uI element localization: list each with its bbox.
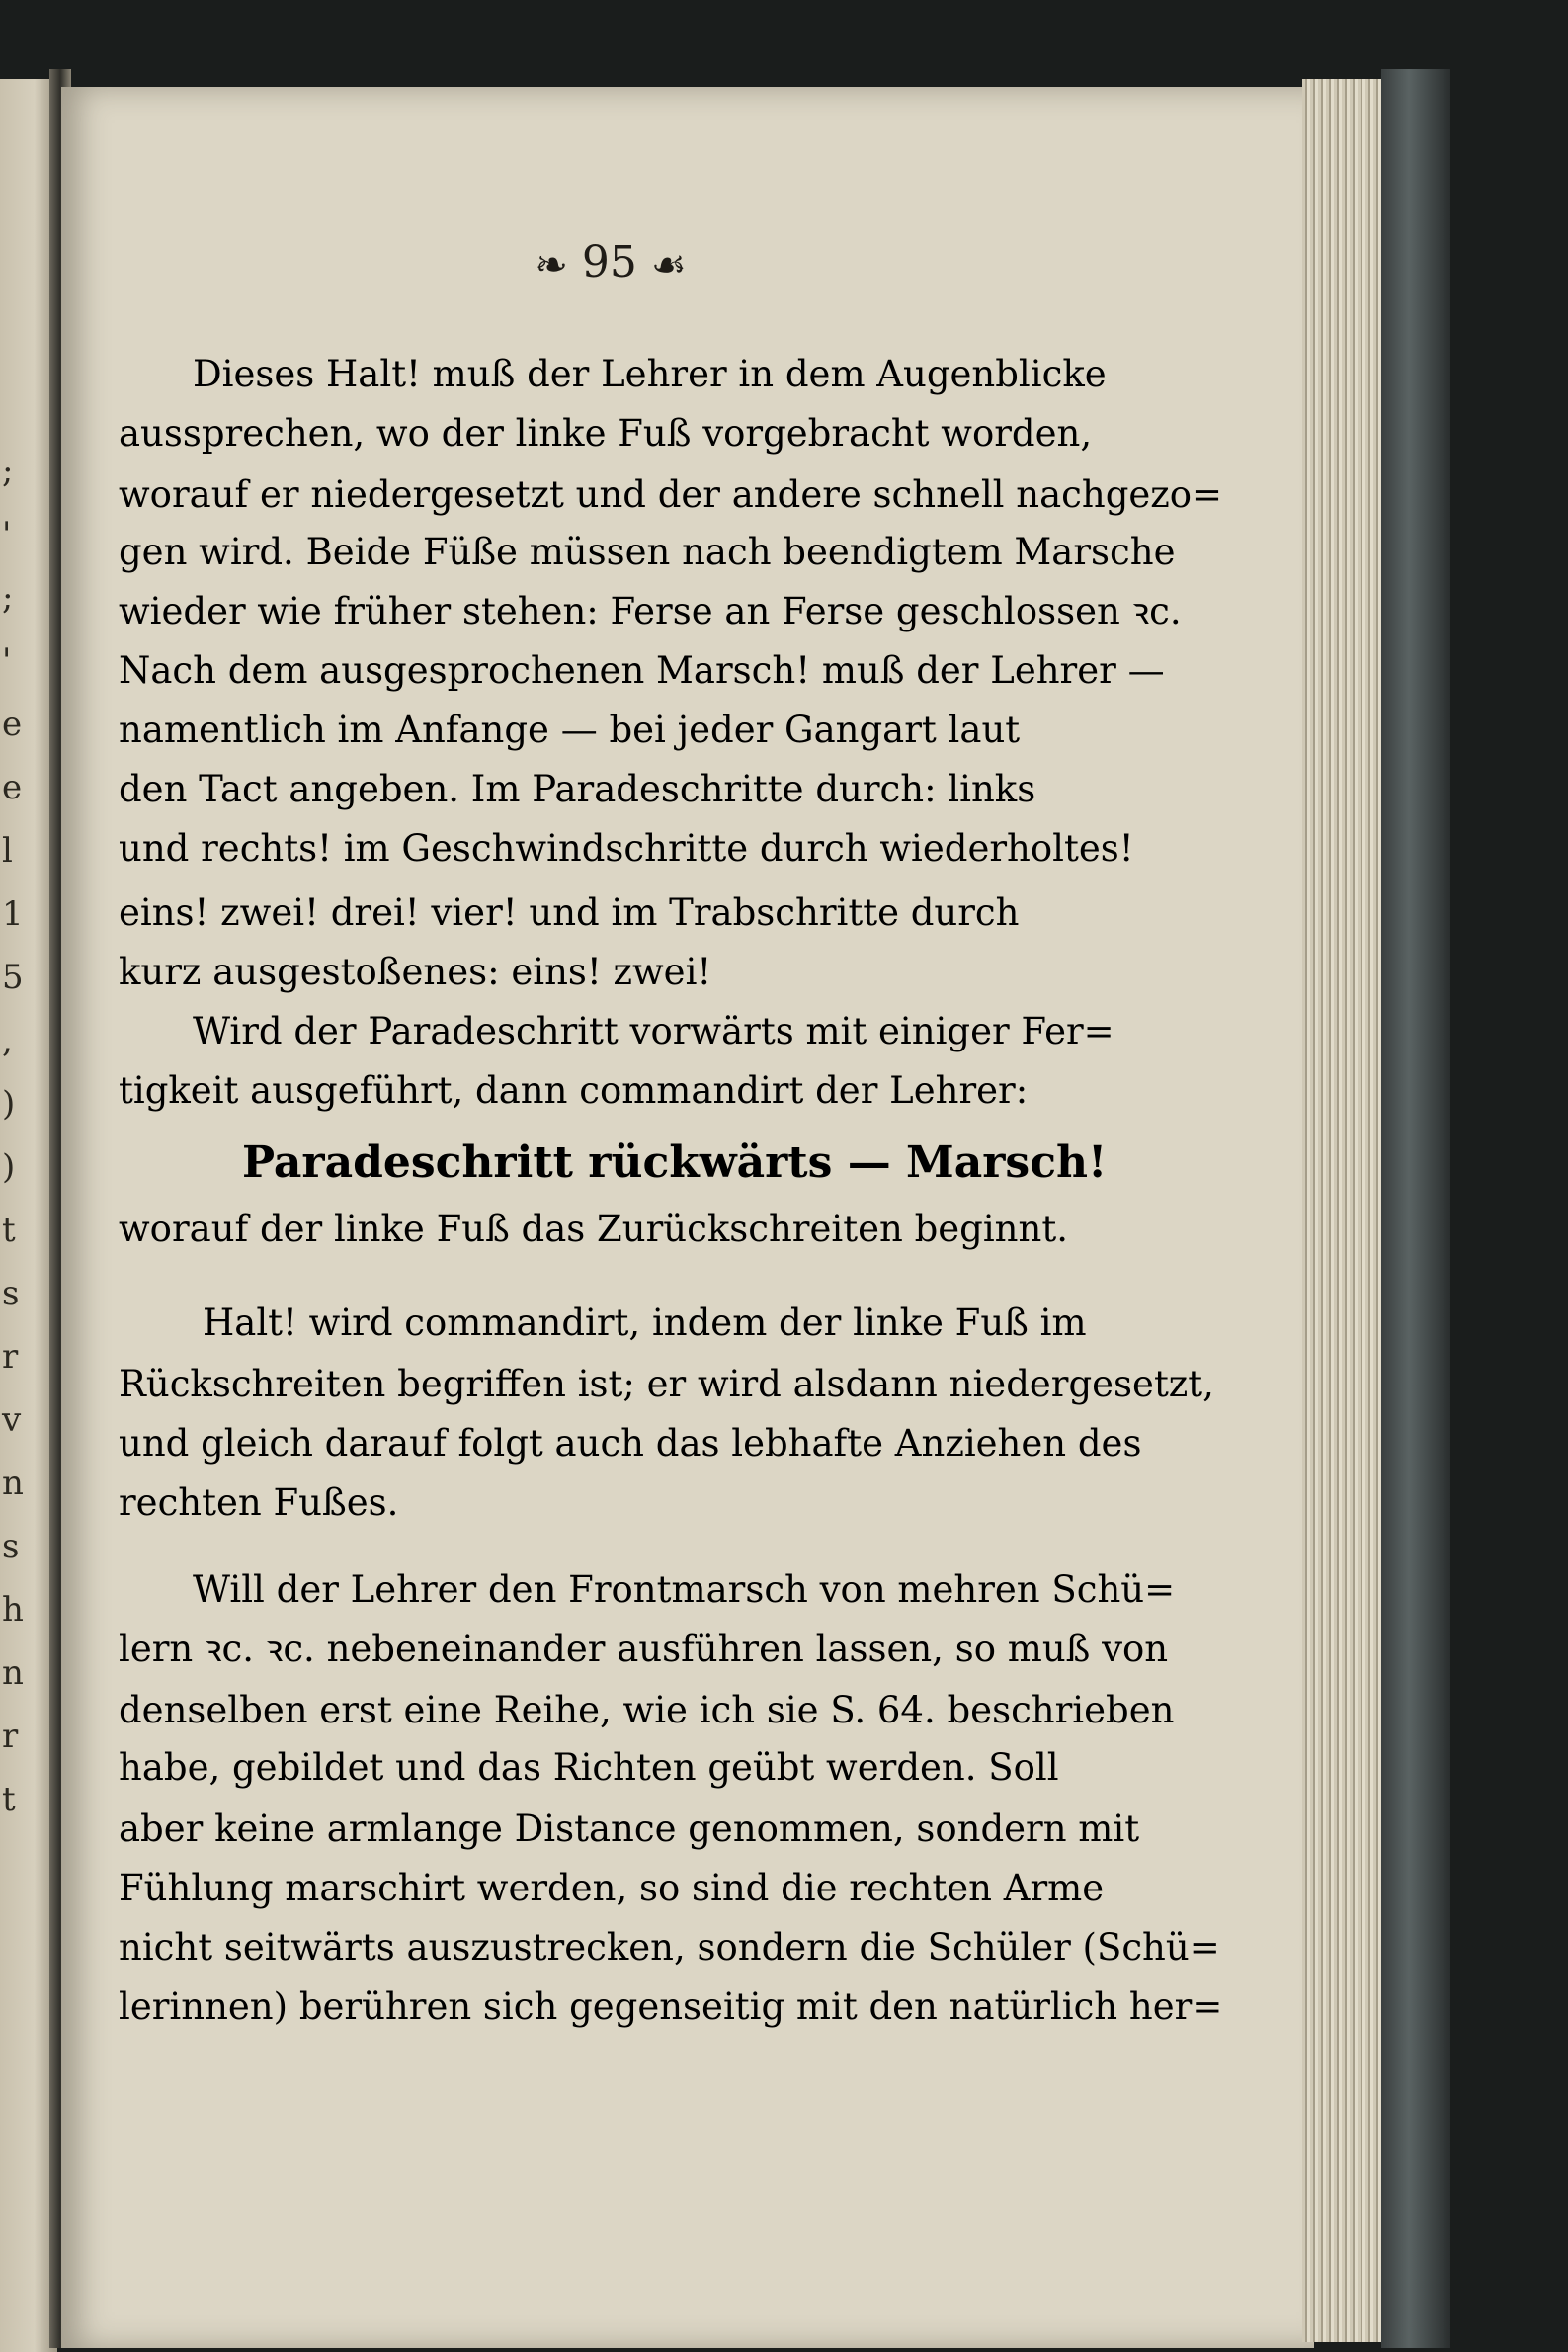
left-page-char: e: [2, 705, 23, 744]
page-number: 95: [581, 237, 637, 288]
text-line: eins! zwei! drei! vier! und im Trabschritte durch: [119, 891, 1020, 934]
text-line: worauf er niedergesetzt und der andere schnell nachgezo=: [119, 473, 1223, 516]
text-line: Nach dem ausgesprochenen Marsch! muß der Lehrer —: [119, 649, 1165, 692]
text-line: habe, gebildet und das Richten geübt werden. Soll: [119, 1746, 1059, 1789]
text-line: und gleich darauf folgt auch das lebhafte Anziehen des: [119, 1422, 1142, 1465]
left-page-char: r: [2, 1717, 19, 1756]
text-line: Rückschreiten begriffen ist; er wird alsdann niedergesetzt,: [119, 1363, 1214, 1405]
left-page-char: t: [2, 1211, 16, 1250]
left-page-char: ): [2, 1147, 16, 1187]
left-page-char: s: [2, 1274, 20, 1313]
left-page-char: e: [2, 768, 23, 807]
text-line: Wird der Paradeschritt vorwärts mit einiger Fer=: [193, 1010, 1114, 1052]
text-line: aber keine armlange Distance genommen, sondern mit: [119, 1807, 1140, 1850]
left-page-char: n: [2, 1653, 24, 1693]
left-page-char: ): [2, 1084, 16, 1124]
left-page-char: ': [2, 641, 12, 681]
left-page-fragments: [2, 452, 51, 1846]
ornament-left-icon: ❧: [535, 242, 568, 289]
text-line: tigkeit ausgeführt, dann commandirt der Lehrer:: [119, 1069, 1029, 1112]
text-line: denselben erst eine Reihe, wie ich sie S. 64. beschrieben: [119, 1689, 1175, 1731]
text-line: und rechts! im Geschwindschritte durch wiederholtes!: [119, 827, 1134, 870]
left-page-char: ': [2, 515, 12, 554]
text-line: Halt! wird commandirt, indem der linke Fuß im: [203, 1302, 1087, 1344]
left-page-char: n: [2, 1464, 24, 1503]
left-page-char: t: [2, 1780, 16, 1819]
text-line: aussprechen, wo der linke Fuß vorgebracht worden,: [119, 412, 1093, 455]
text-line: rechten Fußes.: [119, 1481, 399, 1524]
left-page-char: l: [2, 831, 13, 871]
text-line: Will der Lehrer den Frontmarsch von mehren Schü=: [193, 1568, 1176, 1611]
left-page-char: v: [2, 1400, 22, 1440]
text-line: Dieses Halt! muß der Lehrer in dem Augenblicke: [193, 353, 1107, 395]
text-line: worauf der linke Fuß das Zurückschreiten beginnt.: [119, 1208, 1068, 1250]
left-page-char: ,: [2, 1021, 13, 1060]
text-line: lerinnen) berühren sich gegenseitig mit den natürlich her=: [119, 1985, 1223, 2028]
page-edges: [1302, 79, 1383, 2342]
text-line: lern ꝛc. ꝛc. nebeneinander ausführen lassen, so muß von: [119, 1628, 1169, 1670]
page-header: [462, 237, 759, 289]
left-page-char: s: [2, 1527, 20, 1566]
left-page-char: r: [2, 1337, 19, 1377]
left-page-char: 5: [2, 958, 24, 997]
left-page-char: ;: [2, 578, 14, 618]
text-line: wieder wie früher stehen: Ferse an Ferse geschlossen ꝛc.: [119, 590, 1182, 632]
text-line: kurz ausgestoßenes: eins! zwei!: [119, 951, 712, 993]
text-line: den Tact angeben. Im Paradeschritte durch: links: [119, 768, 1036, 810]
left-page-char: ;: [2, 452, 14, 491]
left-page-char: h: [2, 1590, 24, 1630]
book-cover-edge: [1381, 69, 1450, 2348]
command-heading: Paradeschritt rückwärts — Marsch!: [242, 1137, 1108, 1188]
text-line: namentlich im Anfange — bei jeder Gangart laut: [119, 709, 1021, 751]
text-line: Fühlung marschirt werden, so sind die rechten Arme: [119, 1867, 1105, 1909]
text-line: gen wird. Beide Füße müssen nach beendigtem Marsche: [119, 531, 1176, 573]
left-page-char: 1: [2, 894, 24, 934]
text-line: nicht seitwärts auszustrecken, sondern die Schüler (Schü=: [119, 1926, 1220, 1969]
ornament-right-icon: ☙: [650, 242, 687, 289]
